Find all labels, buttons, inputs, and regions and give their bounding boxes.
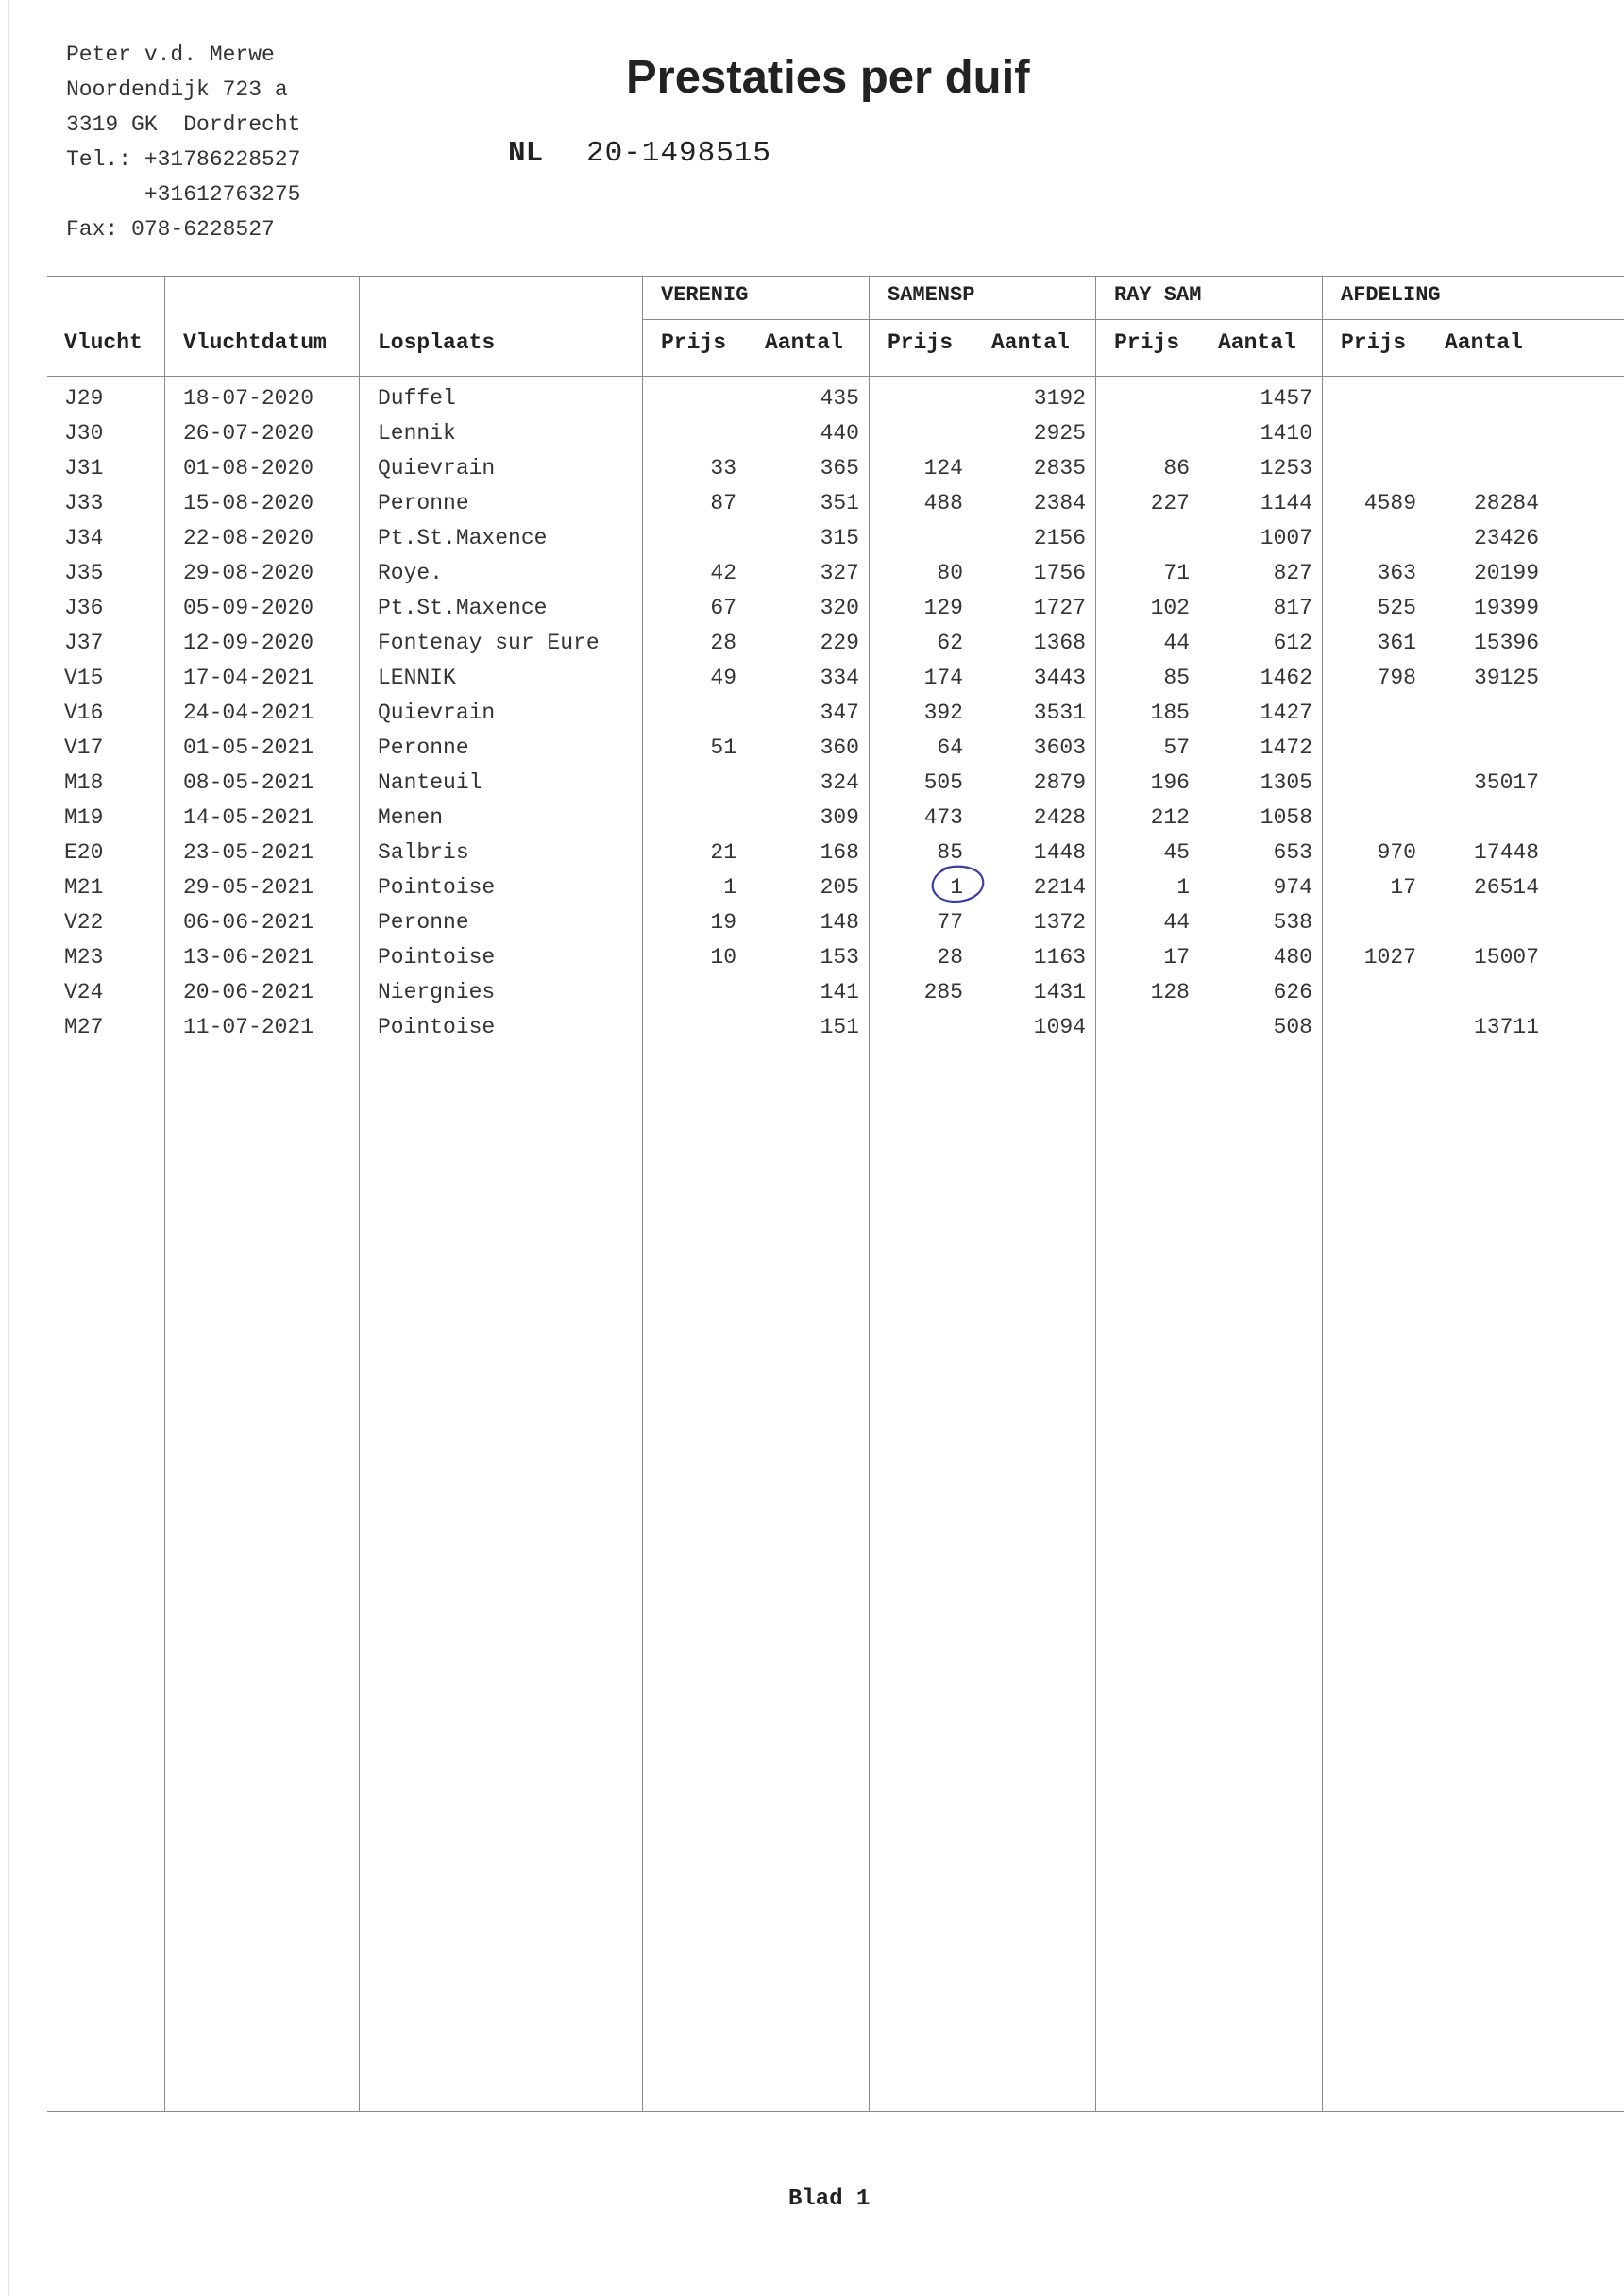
cell-afd-prijs: 1027 <box>1363 945 1416 970</box>
cell-vlucht: M23 <box>64 945 104 970</box>
cell-ray-prijs: 44 <box>1163 910 1190 935</box>
cell-vlucht: M21 <box>64 875 104 900</box>
cell-losplaats: Roye. <box>378 561 444 585</box>
table-row <box>0 661 1624 696</box>
cell-datum: 24-04-2021 <box>183 701 314 725</box>
cell-sam-aantal: 3192 <box>1033 386 1086 411</box>
cell-ray-prijs: 212 <box>1150 805 1190 830</box>
cell-losplaats: Salbris <box>378 840 469 865</box>
group-header-rule <box>642 319 1624 320</box>
cell-ray-prijs: 44 <box>1163 631 1190 655</box>
cell-sam-prijs: 77 <box>937 910 963 935</box>
cell-vlucht: M19 <box>64 805 104 830</box>
cell-ver-prijs: 10 <box>710 945 736 970</box>
table-row <box>0 626 1624 661</box>
table-body <box>0 381 1624 1045</box>
cell-datum: 29-08-2020 <box>183 561 314 585</box>
cell-ver-aantal: 360 <box>820 735 859 760</box>
cell-datum: 01-08-2020 <box>183 456 314 481</box>
cell-ver-aantal: 320 <box>820 596 859 620</box>
cell-ver-prijs: 19 <box>710 910 736 935</box>
cell-ray-prijs: 57 <box>1163 735 1190 760</box>
cell-ray-prijs: 1 <box>1176 875 1190 900</box>
cell-losplaats: Peronne <box>378 735 469 760</box>
cell-afd-aantal: 13711 <box>1473 1015 1539 1039</box>
cell-ray-prijs: 102 <box>1150 596 1190 620</box>
cell-losplaats: Niergnies <box>378 980 496 1004</box>
cell-ray-aantal: 626 <box>1273 980 1312 1004</box>
cell-vlucht: V17 <box>64 735 104 760</box>
cell-ray-aantal: 480 <box>1273 945 1312 970</box>
cell-sam-aantal: 2384 <box>1033 491 1086 515</box>
cell-ray-aantal: 653 <box>1273 840 1312 865</box>
cell-vlucht: E20 <box>64 840 104 865</box>
cell-sam-prijs: 28 <box>937 945 963 970</box>
cell-sam-prijs: 85 <box>937 840 963 865</box>
cell-sam-aantal: 1094 <box>1033 1015 1086 1039</box>
cell-ray-prijs: 17 <box>1163 945 1190 970</box>
cell-ver-prijs: 67 <box>710 596 736 620</box>
cell-datum: 05-09-2020 <box>183 596 314 620</box>
scan-edge <box>8 0 9 2296</box>
cell-ray-prijs: 227 <box>1150 491 1190 515</box>
cell-losplaats: Pointoise <box>378 945 496 970</box>
column-header-aantal: Aantal <box>1218 330 1296 355</box>
cell-sam-aantal: 1448 <box>1033 840 1086 865</box>
cell-sam-aantal: 1163 <box>1033 945 1086 970</box>
cell-ver-aantal: 315 <box>820 526 859 550</box>
cell-losplaats: Pointoise <box>378 875 496 900</box>
cell-sam-aantal: 1727 <box>1033 596 1086 620</box>
cell-ver-aantal: 229 <box>820 631 859 655</box>
cell-ver-prijs: 1 <box>723 875 736 900</box>
cell-ver-aantal: 309 <box>820 805 859 830</box>
cell-afd-prijs: 970 <box>1377 840 1416 865</box>
table-row <box>0 486 1624 521</box>
cell-vlucht: M27 <box>64 1015 104 1039</box>
cell-afd-prijs: 361 <box>1377 631 1416 655</box>
cell-datum: 14-05-2021 <box>183 805 314 830</box>
cell-sam-aantal: 3531 <box>1033 701 1086 725</box>
cell-afd-aantal: 20199 <box>1473 561 1539 585</box>
cell-sam-aantal: 3603 <box>1033 735 1086 760</box>
cell-ver-aantal: 435 <box>820 386 859 411</box>
cell-afd-prijs: 4589 <box>1363 491 1416 515</box>
cell-ray-aantal: 817 <box>1273 596 1312 620</box>
ring-number: 20-1498515 <box>586 137 772 170</box>
cell-ray-aantal: 1410 <box>1260 421 1312 446</box>
column-header-prijs: Prijs <box>1341 330 1407 355</box>
group-header-verenig: VERENIG <box>661 283 749 307</box>
cell-ver-aantal: 334 <box>820 666 859 690</box>
table-top-rule <box>47 276 1624 277</box>
cell-ver-aantal: 347 <box>820 701 859 725</box>
cell-vlucht: J37 <box>64 631 104 655</box>
cell-losplaats: Pointoise <box>378 1015 496 1039</box>
cell-ray-prijs: 128 <box>1150 980 1190 1004</box>
cell-sam-prijs: 392 <box>923 701 963 725</box>
table-row <box>0 591 1624 626</box>
cell-datum: 08-05-2021 <box>183 770 314 795</box>
cell-afd-aantal: 39125 <box>1473 666 1539 690</box>
cell-ray-aantal: 612 <box>1273 631 1312 655</box>
header-bottom-rule <box>47 376 1624 377</box>
cell-sam-prijs: 285 <box>923 980 963 1004</box>
cell-afd-aantal: 19399 <box>1473 596 1539 620</box>
cell-ver-prijs: 21 <box>710 840 736 865</box>
cell-ver-aantal: 327 <box>820 561 859 585</box>
cell-ray-aantal: 508 <box>1273 1015 1312 1039</box>
cell-sam-aantal: 2835 <box>1033 456 1086 481</box>
cell-ver-aantal: 153 <box>820 945 859 970</box>
table-row <box>0 801 1624 836</box>
cell-sam-aantal: 2925 <box>1033 421 1086 446</box>
address-line: 3319 GK Dordrecht <box>66 112 301 137</box>
cell-vlucht: V22 <box>64 910 104 935</box>
column-header-aantal: Aantal <box>1445 330 1523 355</box>
cell-datum: 23-05-2021 <box>183 840 314 865</box>
cell-afd-prijs: 798 <box>1377 666 1416 690</box>
cell-datum: 20-06-2021 <box>183 980 314 1004</box>
cell-ray-aantal: 1472 <box>1260 735 1312 760</box>
cell-vlucht: J34 <box>64 526 104 550</box>
cell-ver-prijs: 87 <box>710 491 736 515</box>
cell-losplaats: Quievrain <box>378 701 496 725</box>
table-row <box>0 521 1624 556</box>
table-row <box>0 731 1624 766</box>
column-header-aantal: Aantal <box>991 330 1070 355</box>
cell-losplaats: Duffel <box>378 386 456 411</box>
cell-ver-aantal: 148 <box>820 910 859 935</box>
cell-sam-prijs: 64 <box>937 735 963 760</box>
cell-datum: 29-05-2021 <box>183 875 314 900</box>
cell-ver-prijs: 42 <box>710 561 736 585</box>
cell-ray-aantal: 538 <box>1273 910 1312 935</box>
cell-ray-prijs: 85 <box>1163 666 1190 690</box>
cell-ver-prijs: 51 <box>710 735 736 760</box>
table-row <box>0 1010 1624 1045</box>
address-line: +31612763275 <box>66 182 301 207</box>
cell-ray-prijs: 86 <box>1163 456 1190 481</box>
column-header-prijs: Prijs <box>661 330 727 355</box>
cell-datum: 15-08-2020 <box>183 491 314 515</box>
cell-afd-aantal: 15396 <box>1473 631 1539 655</box>
cell-datum: 01-05-2021 <box>183 735 314 760</box>
cell-sam-prijs: 488 <box>923 491 963 515</box>
cell-ray-aantal: 1007 <box>1260 526 1312 550</box>
cell-ray-aantal: 974 <box>1273 875 1312 900</box>
cell-vlucht: M18 <box>64 770 104 795</box>
column-header-prijs: Prijs <box>888 330 954 355</box>
cell-sam-aantal: 2156 <box>1033 526 1086 550</box>
cell-sam-prijs: 129 <box>923 596 963 620</box>
cell-ver-aantal: 205 <box>820 875 859 900</box>
cell-losplaats: Peronne <box>378 491 469 515</box>
cell-afd-aantal: 17448 <box>1473 840 1539 865</box>
table-row <box>0 836 1624 870</box>
cell-sam-aantal: 2428 <box>1033 805 1086 830</box>
cell-sam-aantal: 1756 <box>1033 561 1086 585</box>
cell-afd-prijs: 525 <box>1377 596 1416 620</box>
cell-afd-aantal: 28284 <box>1473 491 1539 515</box>
cell-vlucht: J30 <box>64 421 104 446</box>
cell-ver-aantal: 440 <box>820 421 859 446</box>
cell-losplaats: Menen <box>378 805 444 830</box>
address-line: Fax: 078-6228527 <box>66 217 275 242</box>
address-line: Peter v.d. Merwe <box>66 42 275 67</box>
cell-losplaats: Lennik <box>378 421 456 446</box>
cell-datum: 11-07-2021 <box>183 1015 314 1039</box>
cell-datum: 18-07-2020 <box>183 386 314 411</box>
cell-vlucht: J36 <box>64 596 104 620</box>
cell-vlucht: V24 <box>64 980 104 1004</box>
cell-ver-prijs: 49 <box>710 666 736 690</box>
cell-losplaats: LENNIK <box>378 666 456 690</box>
cell-sam-aantal: 3443 <box>1033 666 1086 690</box>
table-row <box>0 381 1624 416</box>
cell-ver-aantal: 351 <box>820 491 859 515</box>
table-row <box>0 975 1624 1010</box>
cell-vlucht: J29 <box>64 386 104 411</box>
cell-losplaats: Fontenay sur Eure <box>378 631 600 655</box>
table-row <box>0 870 1624 905</box>
table-row <box>0 556 1624 591</box>
cell-sam-aantal: 2879 <box>1033 770 1086 795</box>
cell-losplaats: Nanteuil <box>378 770 482 795</box>
address-block <box>66 38 300 247</box>
table-row <box>0 940 1624 975</box>
column-header-prijs: Prijs <box>1114 330 1180 355</box>
cell-vlucht: J33 <box>64 491 104 515</box>
cell-sam-prijs: 174 <box>923 666 963 690</box>
cell-sam-prijs: 505 <box>923 770 963 795</box>
cell-ray-aantal: 1457 <box>1260 386 1312 411</box>
cell-sam-prijs: 80 <box>937 561 963 585</box>
cell-ray-aantal: 1305 <box>1260 770 1312 795</box>
cell-sam-prijs: 62 <box>937 631 963 655</box>
column-header-losplaats: Losplaats <box>378 330 496 355</box>
page-title: Prestaties per duif <box>626 52 1030 103</box>
pen-circle-mark <box>929 864 988 905</box>
table-row <box>0 416 1624 451</box>
column-header-vluchtdatum: Vluchtdatum <box>183 330 327 355</box>
cell-datum: 06-06-2021 <box>183 910 314 935</box>
cell-losplaats: Pt.St.Maxence <box>378 526 548 550</box>
cell-vlucht: J31 <box>64 456 104 481</box>
cell-losplaats: Pt.St.Maxence <box>378 596 548 620</box>
cell-sam-prijs: 473 <box>923 805 963 830</box>
cell-losplaats: Peronne <box>378 910 469 935</box>
cell-vlucht: V15 <box>64 666 104 690</box>
cell-afd-aantal: 23426 <box>1473 526 1539 550</box>
cell-ver-aantal: 365 <box>820 456 859 481</box>
ring-country: NL <box>508 137 544 170</box>
cell-ver-aantal: 168 <box>820 840 859 865</box>
table-row <box>0 766 1624 801</box>
address-line: Tel.: +31786228527 <box>66 147 301 172</box>
cell-sam-prijs: 1 <box>950 875 963 900</box>
cell-datum: 12-09-2020 <box>183 631 314 655</box>
table-bottom-rule <box>47 2111 1624 2112</box>
table-row <box>0 696 1624 731</box>
cell-ver-aantal: 141 <box>820 980 859 1004</box>
page-number: Blad 1 <box>788 2186 871 2212</box>
cell-ray-prijs: 71 <box>1163 561 1190 585</box>
cell-afd-prijs: 363 <box>1377 561 1416 585</box>
cell-ver-aantal: 324 <box>820 770 859 795</box>
cell-ray-aantal: 1144 <box>1260 491 1312 515</box>
cell-losplaats: Quievrain <box>378 456 496 481</box>
cell-datum: 22-08-2020 <box>183 526 314 550</box>
cell-ray-aantal: 827 <box>1273 561 1312 585</box>
cell-sam-aantal: 1368 <box>1033 631 1086 655</box>
table-row <box>0 451 1624 486</box>
cell-sam-prijs: 124 <box>923 456 963 481</box>
column-header-aantal: Aantal <box>765 330 843 355</box>
cell-ray-aantal: 1462 <box>1260 666 1312 690</box>
cell-vlucht: V16 <box>64 701 104 725</box>
cell-ray-aantal: 1427 <box>1260 701 1312 725</box>
cell-sam-aantal: 1431 <box>1033 980 1086 1004</box>
cell-vlucht: J35 <box>64 561 104 585</box>
group-header-ray-sam: RAY SAM <box>1114 283 1202 307</box>
cell-afd-prijs: 17 <box>1390 875 1416 900</box>
column-header-vlucht: Vlucht <box>64 330 143 355</box>
cell-datum: 17-04-2021 <box>183 666 314 690</box>
cell-sam-aantal: 2214 <box>1033 875 1086 900</box>
table-row <box>0 905 1624 940</box>
cell-datum: 26-07-2020 <box>183 421 314 446</box>
cell-afd-aantal: 35017 <box>1473 770 1539 795</box>
cell-afd-aantal: 15007 <box>1473 945 1539 970</box>
cell-ray-prijs: 185 <box>1150 701 1190 725</box>
address-line: Noordendijk 723 a <box>66 77 288 102</box>
cell-ver-prijs: 33 <box>710 456 736 481</box>
cell-ray-prijs: 45 <box>1163 840 1190 865</box>
group-header-samensp: SAMENSP <box>888 283 975 307</box>
cell-ray-prijs: 196 <box>1150 770 1190 795</box>
cell-ver-aantal: 151 <box>820 1015 859 1039</box>
cell-sam-aantal: 1372 <box>1033 910 1086 935</box>
group-header-afdeling: AFDELING <box>1341 283 1441 307</box>
cell-ver-prijs: 28 <box>710 631 736 655</box>
cell-ray-aantal: 1253 <box>1260 456 1312 481</box>
cell-afd-aantal: 26514 <box>1473 875 1539 900</box>
cell-ray-aantal: 1058 <box>1260 805 1312 830</box>
cell-datum: 13-06-2021 <box>183 945 314 970</box>
